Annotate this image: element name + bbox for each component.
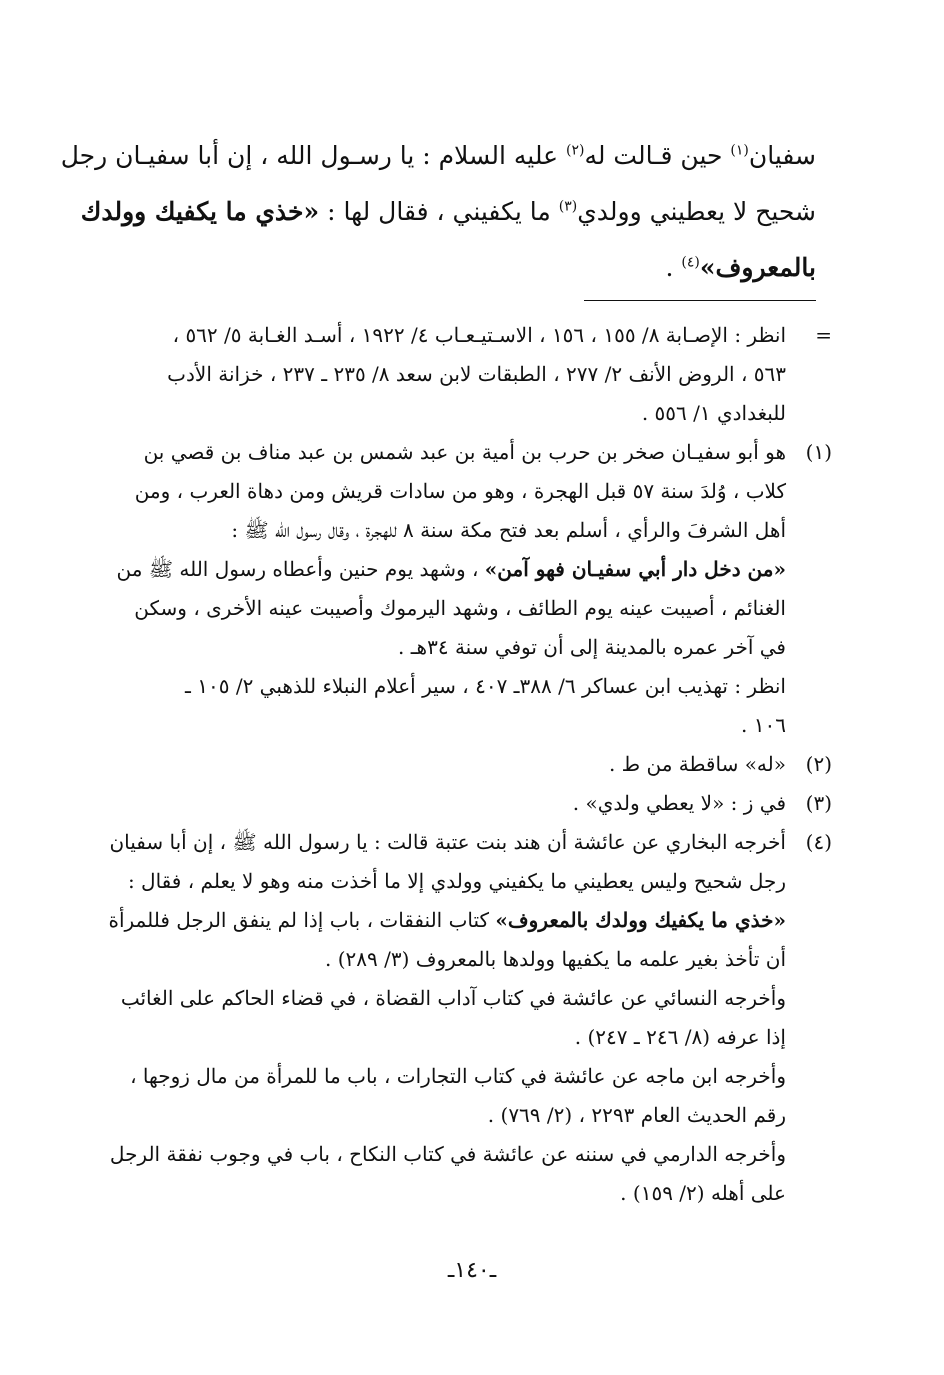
footnote-line: «له» ساقطة من ط . xyxy=(608,752,786,776)
main-text-segment: عليه السلام : يا رسـول الله ، إن أبا سفيـان رجل xyxy=(60,141,566,170)
main-line-3 xyxy=(126,240,816,296)
footnote-line: انظر : تهذيب ابن عساكر ٦/ ٣٨٨ـ ٤٠٧ ، سير أعلام النبلاء للذهبي ٢/ ١٠٥ ـ xyxy=(185,674,786,698)
footnote-continued xyxy=(126,316,832,433)
main-text-segment: حين قـالت له xyxy=(584,141,731,170)
hadith-quote-end: بالمعروف» xyxy=(699,253,816,282)
footnote-marker: (٣) xyxy=(805,791,832,815)
footnotes xyxy=(108,316,832,1213)
footnote-1 xyxy=(116,433,832,745)
footnote-marker: (٤) xyxy=(805,830,832,854)
footnote-line: الغنائم ، أصيبت عينه يوم الطائف ، وشهد اليرموك وأصيبت عينه الأخرى ، وسكن xyxy=(134,596,786,620)
footnote-marker: = xyxy=(815,323,832,347)
footnote-text: ، وشهد يوم حنين وأعطاه رسول الله ﷺ من xyxy=(116,557,479,581)
footnote-line: ١٠٦ . xyxy=(741,713,786,737)
footnote-line: وأخرجه ابن ماجه عن عائشة في كتاب التجارات ، باب ما للمرأة من مال زوجها ، xyxy=(130,1064,786,1088)
footnote-line: ٥٦٣ ، الروض الأنف ٢/ ٢٧٧ ، الطبقات لابن سعد ٨/ ٢٣٥ ـ ٢٣٧ ، خزانة الأدب xyxy=(167,362,786,386)
footnote-text: كتاب النفقات ، باب إذا لم ينفق الرجل فللمرأة xyxy=(108,908,496,932)
footnote-ref-2: (٢) xyxy=(565,142,585,159)
hadith-quote: «خذي ما يكفيك وولدك xyxy=(80,197,320,226)
footnote-marker: (٢) xyxy=(805,752,832,776)
footnote-line: أخرجه البخاري عن عائشة أن هند بنت عتبة قالت : يا رسول الله ﷺ ، إن أبا سفيان xyxy=(109,830,786,854)
footnote-separator xyxy=(584,300,816,301)
footnote-line: في آخر عمره بالمدينة إلى أن توفي سنة ٣٤هـ . xyxy=(397,635,786,659)
main-text-segment: شحيح لا يعطيني وولدي xyxy=(577,197,816,226)
footnote-line xyxy=(108,901,786,940)
footnote-line: على أهله (٢/ ١٥٩) . xyxy=(620,1181,786,1205)
footnote-3 xyxy=(126,784,832,823)
footnote-line: وأخرجه النسائي عن عائشة في كتاب آداب القضاة ، في قضاء الحاكم على الغائب xyxy=(120,986,786,1010)
footnote-line xyxy=(116,550,786,589)
main-line-1 xyxy=(60,128,816,184)
footnote-line: أن تأخذ بغير علمه ما يكفيها وولدها بالمعروف (٣/ ٢٨٩) . xyxy=(325,947,786,971)
footnote-line: إذا عرفه (٨/ ٢٤٦ ـ ٢٤٧) . xyxy=(574,1025,786,1049)
footnote-line: انظر : الإصـابة ٨/ ١٥٥ ، ١٥٦ ، الاسـتيـعـاب ٤/ ١٩٢٢ ، أسـد الغـابة ٥/ ٥٦٢ ، xyxy=(172,323,786,347)
footnote-line: في ز : «لا يعطي ولدي» . xyxy=(572,791,786,815)
footnote-2 xyxy=(126,745,832,784)
footnote-marker: (١) xyxy=(805,440,832,464)
hadith-quote: «خذي ما يكفيك وولدك بالمعروف» xyxy=(495,908,786,932)
page-number: ـ١٤٠ـ xyxy=(447,1258,497,1283)
footnote-ref-1: (١) xyxy=(730,142,749,159)
main-line-2 xyxy=(80,184,816,240)
footnote-line: أهل الشرفَ والرأي ، أسلم بعد فتح مكة سنة ٨ للهجرة ، وقال رسول الله ﷺ : xyxy=(231,518,786,542)
footnote-line: للبغدادي ١/ ٥٥٦ . xyxy=(641,401,786,425)
main-text-segment: سفيان xyxy=(748,141,816,170)
footnote-line: كلاب ، وُلدَ سنة ٥٧ قبل الهجرة ، وهو من سادات قريش ومن دهاة العرب ، ومن xyxy=(134,479,786,503)
footnote-ref-4: (٤) xyxy=(681,254,700,271)
footnote-line: هو أبو سفيـان صخر بن حرب بن أمية بن عبد شمس بن عبد مناف بن قصي بن xyxy=(143,440,786,464)
main-text xyxy=(60,128,816,296)
footnote-ref-3: (٣) xyxy=(558,198,578,215)
hadith-quote: «من دخل دار أبي سفيـان فهو آمن» xyxy=(484,557,786,581)
main-text-segment: ما يكفيني ، فقال لها : xyxy=(319,197,559,226)
main-text-segment: . xyxy=(665,253,682,282)
footnote-4 xyxy=(108,823,832,1213)
footnote-line: وأخرجه الدارمي في سننه عن عائشة في كتاب النكاح ، باب في وجوب نفقة الرجل xyxy=(109,1142,786,1166)
footnote-line: رجل شحيح وليس يعطيني ما يكفيني وولدي إلا ما أخذت منه وهو لا يعلم ، فقال : xyxy=(127,869,786,893)
footnote-line: رقم الحديث العام ٢٢٩٣ ، (٢/ ٧٦٩) . xyxy=(487,1103,786,1127)
